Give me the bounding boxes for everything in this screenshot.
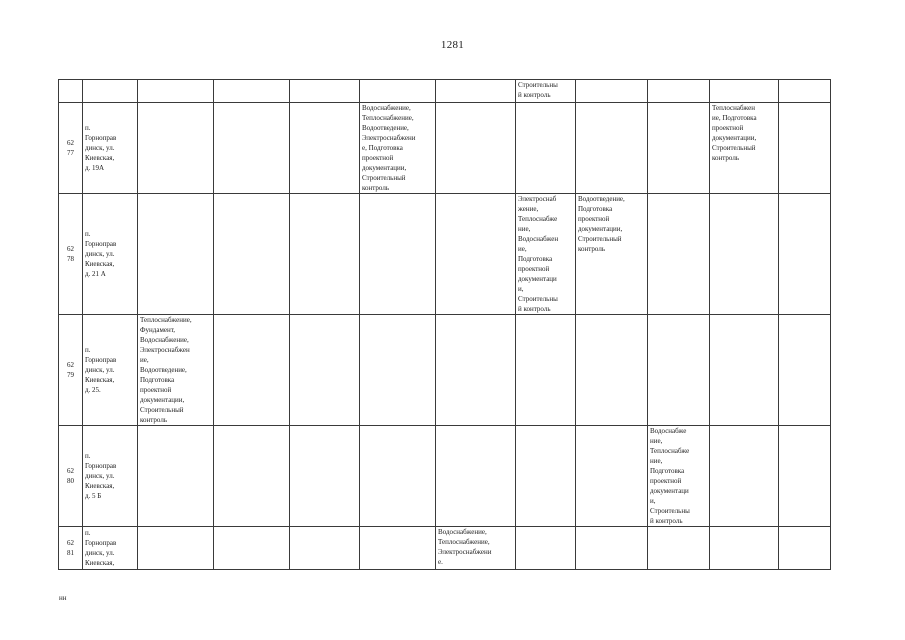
work-type-cell (360, 527, 436, 570)
table-row (59, 103, 831, 194)
work-type-cell (290, 103, 360, 194)
work-type-cell: Электроснаб жение, Теплоснабже ние, Водоснабжен ие, Подготовка проектной документаци и, Строительны й контроль (516, 194, 576, 315)
table-row (59, 426, 831, 527)
work-type-cell (710, 315, 779, 426)
work-type-cell (290, 426, 360, 527)
work-type-cell: Водоотведение, Подготовка проектной документации, Строительный контроль (576, 194, 648, 315)
work-type-cell (214, 194, 290, 315)
work-type-cell (779, 426, 831, 527)
address-cell: п. Горноправ динск, ул. Киевская, (83, 527, 138, 570)
work-type-cell (710, 527, 779, 570)
work-type-cell (138, 426, 214, 527)
work-type-cell (576, 426, 648, 527)
work-type-cell (138, 194, 214, 315)
work-type-cell (576, 103, 648, 194)
work-type-cell (436, 80, 516, 103)
work-type-cell (648, 194, 710, 315)
work-type-cell: Теплоснабжение, Фундамент, Водоснабжение, Электроснабжен ие, Водоотведение, Подготовка проектной документации, Строительный контроль (138, 315, 214, 426)
work-type-cell (710, 194, 779, 315)
work-type-cell: Водоснабжение, Теплоснабжение, Водоотведение, Электроснабжени е, Подготовка проектной документации, Строительный контроль (360, 103, 436, 194)
table-row (59, 315, 831, 426)
work-type-cell (779, 103, 831, 194)
work-type-cell (779, 527, 831, 570)
work-type-cell (290, 80, 360, 103)
work-type-cell: Теплоснабжен ие, Подготовка проектной документации, Строительный контроль (710, 103, 779, 194)
table-body (59, 80, 831, 570)
work-type-cell (576, 315, 648, 426)
work-type-cell (214, 80, 290, 103)
table-row (59, 194, 831, 315)
work-type-cell (779, 315, 831, 426)
work-type-cell (436, 315, 516, 426)
work-type-cell (648, 103, 710, 194)
work-type-cell (436, 103, 516, 194)
work-type-cell (710, 426, 779, 527)
work-type-cell (576, 527, 648, 570)
work-type-cell (214, 426, 290, 527)
work-type-cell (436, 426, 516, 527)
row-number-cell: 62 81 (59, 527, 83, 570)
work-type-cell (360, 80, 436, 103)
work-type-cell (576, 80, 648, 103)
table-row (59, 527, 831, 570)
row-number-cell: 62 78 (59, 194, 83, 315)
work-type-cell (360, 426, 436, 527)
work-type-cell (138, 103, 214, 194)
row-number-cell (59, 80, 83, 103)
work-type-cell (516, 426, 576, 527)
work-type-cell (290, 194, 360, 315)
address-cell: п. Горноправ динск, ул. Киевская, д. 5 Б (83, 426, 138, 527)
work-type-cell (360, 194, 436, 315)
table-row (59, 80, 831, 103)
row-number-cell: 62 80 (59, 426, 83, 527)
work-type-cell (214, 527, 290, 570)
footer-mark: нн (59, 594, 67, 602)
work-type-cell (648, 315, 710, 426)
work-type-cell (710, 80, 779, 103)
work-type-cell (214, 315, 290, 426)
page-number: 1281 (440, 39, 465, 51)
work-type-cell (290, 315, 360, 426)
row-number-cell: 62 79 (59, 315, 83, 426)
work-type-cell (779, 80, 831, 103)
row-number-cell: 62 77 (59, 103, 83, 194)
address-cell: п. Горноправ динск, ул. Киевская, д. 25. (83, 315, 138, 426)
work-type-cell (138, 80, 214, 103)
works-schedule-table (58, 79, 831, 570)
work-type-cell (214, 103, 290, 194)
work-type-cell: Водоснабжение, Теплоснабжение, Электроснабжени е. (436, 527, 516, 570)
work-type-cell (516, 527, 576, 570)
work-type-cell (516, 103, 576, 194)
work-type-cell (360, 315, 436, 426)
work-type-cell (648, 527, 710, 570)
work-type-cell (516, 315, 576, 426)
work-type-cell (436, 194, 516, 315)
work-type-cell: Строительны й контроль (516, 80, 576, 103)
work-type-cell: Водоснабже ние, Теплоснабже ние, Подготовка проектной документаци и, Строительны й контроль (648, 426, 710, 527)
work-type-cell (290, 527, 360, 570)
address-cell: п. Горноправ динск, ул. Киевская, д. 19А (83, 103, 138, 194)
work-type-cell (648, 80, 710, 103)
address-cell (83, 80, 138, 103)
address-cell: п. Горноправ динск, ул. Киевская, д. 21 А (83, 194, 138, 315)
work-type-cell (138, 527, 214, 570)
work-type-cell (779, 194, 831, 315)
